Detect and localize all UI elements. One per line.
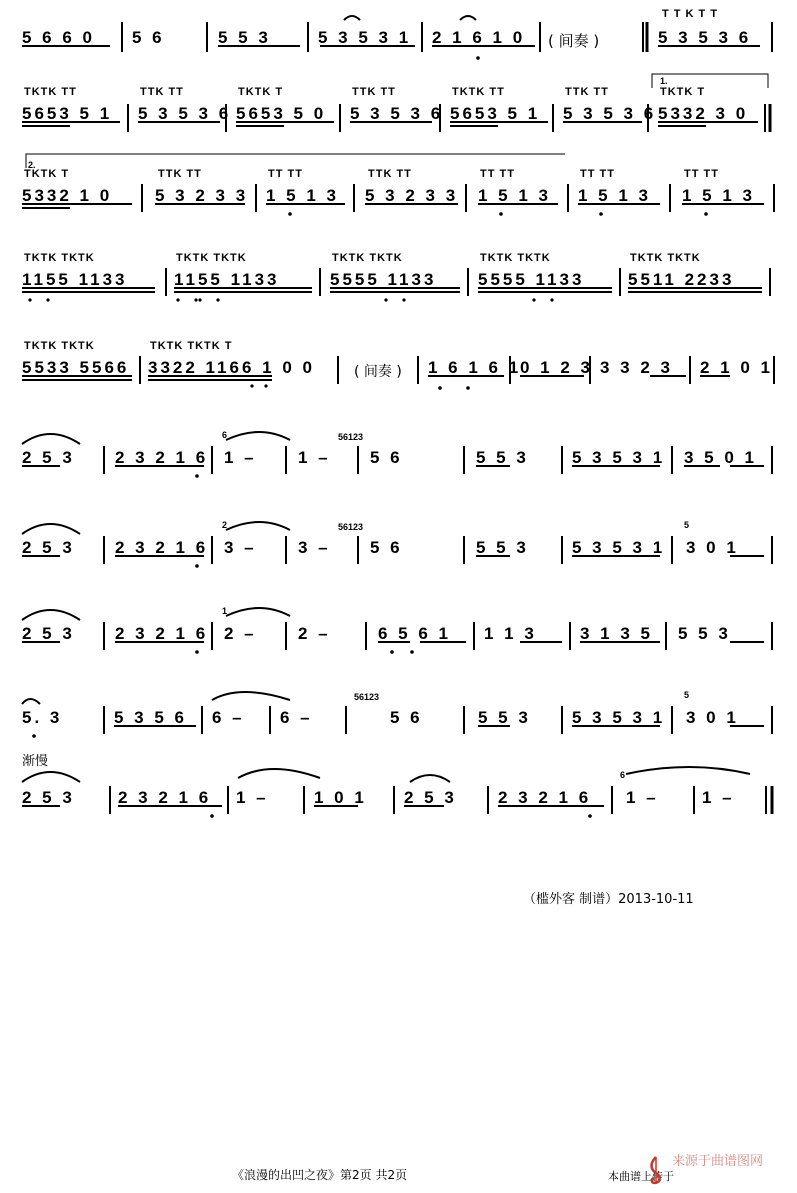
volta-2-label: 2.	[28, 160, 36, 170]
measure: 1 6 1 6 1	[428, 358, 522, 377]
tongue-syllables: TKTK TKTK	[24, 340, 95, 352]
measure: 1 5 1 3	[578, 186, 651, 205]
arranger-credit: （槛外客 制谱）2013-10-11	[523, 892, 694, 907]
measure: 5653 5 0	[236, 104, 327, 123]
measure: 1 5 1 3	[478, 186, 551, 205]
tongue-syllables: TKTK TKTK	[24, 252, 95, 264]
treble-clef-logo-icon	[645, 1155, 667, 1185]
measure: 1 –	[298, 448, 331, 467]
tongue-syllables: TKTK T	[238, 86, 284, 98]
measure: 5 3 5 3 1	[572, 448, 666, 467]
tongue-syllables: TKTK T	[660, 86, 706, 98]
measure: 1 –	[236, 788, 269, 807]
measure: 2 1 6 1 0	[432, 28, 526, 47]
tongue-syllables: TKTK TKTK	[630, 252, 701, 264]
tongue-syllables: TT TT	[268, 168, 303, 180]
tongue-syllables: TTK TT	[352, 86, 396, 98]
tempo-marking: 渐慢	[22, 754, 49, 769]
measure: 2 5 3	[22, 624, 75, 643]
measure: 3322 1166 1 0 0	[148, 358, 315, 377]
measure: 5533 5566	[22, 358, 130, 377]
measure: 5 3 2 3 3	[365, 186, 459, 205]
measure: 5 5 3	[476, 538, 529, 557]
tongue-syllables: TT TT	[480, 168, 515, 180]
measure: 5653 5 1	[22, 104, 113, 123]
tongue-syllables: TKTK TT	[24, 86, 77, 98]
measure: 5 5 3	[478, 708, 531, 727]
tongue-syllables: TTK TT	[158, 168, 202, 180]
measure: 2 1 0 1	[700, 358, 773, 377]
measure: 1 –	[626, 788, 659, 807]
measure: 2 –	[298, 624, 331, 643]
grace-run: 56123	[338, 432, 364, 442]
measure: 1155 1133	[174, 270, 280, 289]
measure: 5332 1 0	[22, 186, 113, 205]
measure: 2 5 3	[22, 448, 75, 467]
measure: 1 –	[224, 448, 257, 467]
measure: 5 3 5 3 6	[658, 28, 752, 47]
measure: 1 1 3	[484, 624, 537, 643]
measure: 5 6	[370, 538, 403, 557]
tongue-syllables: TKTK TKTK	[480, 252, 551, 264]
grace-run: 56123	[338, 522, 364, 532]
tongue-syllables: TKTK TKTK T	[150, 340, 233, 352]
tongue-syllables: TT TT	[580, 168, 615, 180]
measure: 5 3 5 3 6	[138, 104, 232, 123]
measure: 2 5 3	[22, 788, 75, 807]
measure: 5555 1133	[478, 270, 585, 289]
measure: 2 3 2 1 6	[115, 538, 209, 557]
measure: 5 6	[132, 28, 165, 47]
measure: 2 –	[224, 624, 257, 643]
measure: 2 3 2 1 6	[118, 788, 212, 807]
measure: 3 0 1	[686, 708, 739, 727]
measure: 5 3 5 3 1	[318, 28, 412, 47]
measure: 5 6	[370, 448, 403, 467]
tongue-syllables: TTK TT	[565, 86, 609, 98]
measure: 5 5 3	[218, 28, 271, 47]
tongue-syllables: TTK TT	[368, 168, 412, 180]
interlude-label: ( 间奏 )	[354, 364, 402, 380]
measure: 5 3 5 3 6	[563, 104, 657, 123]
measure: 5555 1133	[330, 270, 437, 289]
tongue-syllables: TT TT	[684, 168, 719, 180]
measure: 3 0 1	[686, 538, 739, 557]
measure: 2 5 3	[404, 788, 457, 807]
volta-1-label: 1.	[660, 76, 668, 86]
tongue-syllables: TKTK TT	[452, 86, 505, 98]
measure: 3 1 3 5	[580, 624, 653, 643]
measure: 5 3 5 3 6	[350, 104, 444, 123]
measure: 2 3 2 1 6	[498, 788, 592, 807]
grace-note: 2	[222, 520, 228, 530]
measure: 1 5 1 3	[682, 186, 755, 205]
tongue-syllables: TKTK T	[24, 168, 70, 180]
grace-note: 6	[222, 430, 228, 440]
measure: 2 3 2 1 6	[115, 448, 209, 467]
measure: 3 3 2 3	[600, 358, 673, 377]
measure: 1 5 1 3	[266, 186, 339, 205]
measure: 0 1 2 3	[520, 358, 593, 377]
measure: 1 –	[702, 788, 735, 807]
grace-note: 1	[222, 606, 228, 616]
tongue-syllables: TKTK TKTK	[332, 252, 403, 264]
measure: 5 3 5 6	[114, 708, 187, 727]
grace-run: 56123	[354, 692, 380, 702]
tongue-syllables: T T K T T	[662, 8, 719, 20]
grace-note: 5	[684, 520, 690, 530]
measure: 5 3 2 3 3	[155, 186, 249, 205]
interlude-label: ( 间奏 )	[548, 32, 600, 50]
measure: 6 5 6 1	[378, 624, 451, 643]
measure: 1 0 1	[314, 788, 367, 807]
measure: 5 5 3	[678, 624, 731, 643]
grace-note: 6	[620, 770, 626, 780]
measure: 3 –	[224, 538, 257, 557]
measure: 6 –	[280, 708, 313, 727]
tongue-syllables: TKTK TKTK	[176, 252, 247, 264]
measure: 5 3 5 3 1	[572, 538, 666, 557]
upload-note: 本曲谱上传于	[608, 1170, 674, 1183]
measure: 3 5 0 1	[684, 448, 757, 467]
tongue-syllables: TTK TT	[140, 86, 184, 98]
measure: 5 3 5 3 1	[572, 708, 666, 727]
measure: 5 6	[390, 708, 423, 727]
page-footer: 《浪漫的出凹之夜》第2页 共2页	[232, 1168, 408, 1182]
measure: 5332 3 0	[658, 104, 749, 123]
measure: 5 6 6 0	[22, 28, 95, 47]
measure: 6 –	[212, 708, 245, 727]
measure: 3 –	[298, 538, 331, 557]
measure: 5 5 3	[476, 448, 529, 467]
source-watermark: 来源于曲谱图网	[672, 1154, 764, 1169]
measure: 5653 5 1	[450, 104, 541, 123]
measure: 1155 1133	[22, 270, 128, 289]
measure: 2 3 2 1 6	[115, 624, 209, 643]
measure: 5. 3	[22, 708, 63, 727]
measure: 5511 2233	[628, 270, 735, 289]
grace-note: 5	[684, 690, 690, 700]
measure: 2 5 3	[22, 538, 75, 557]
